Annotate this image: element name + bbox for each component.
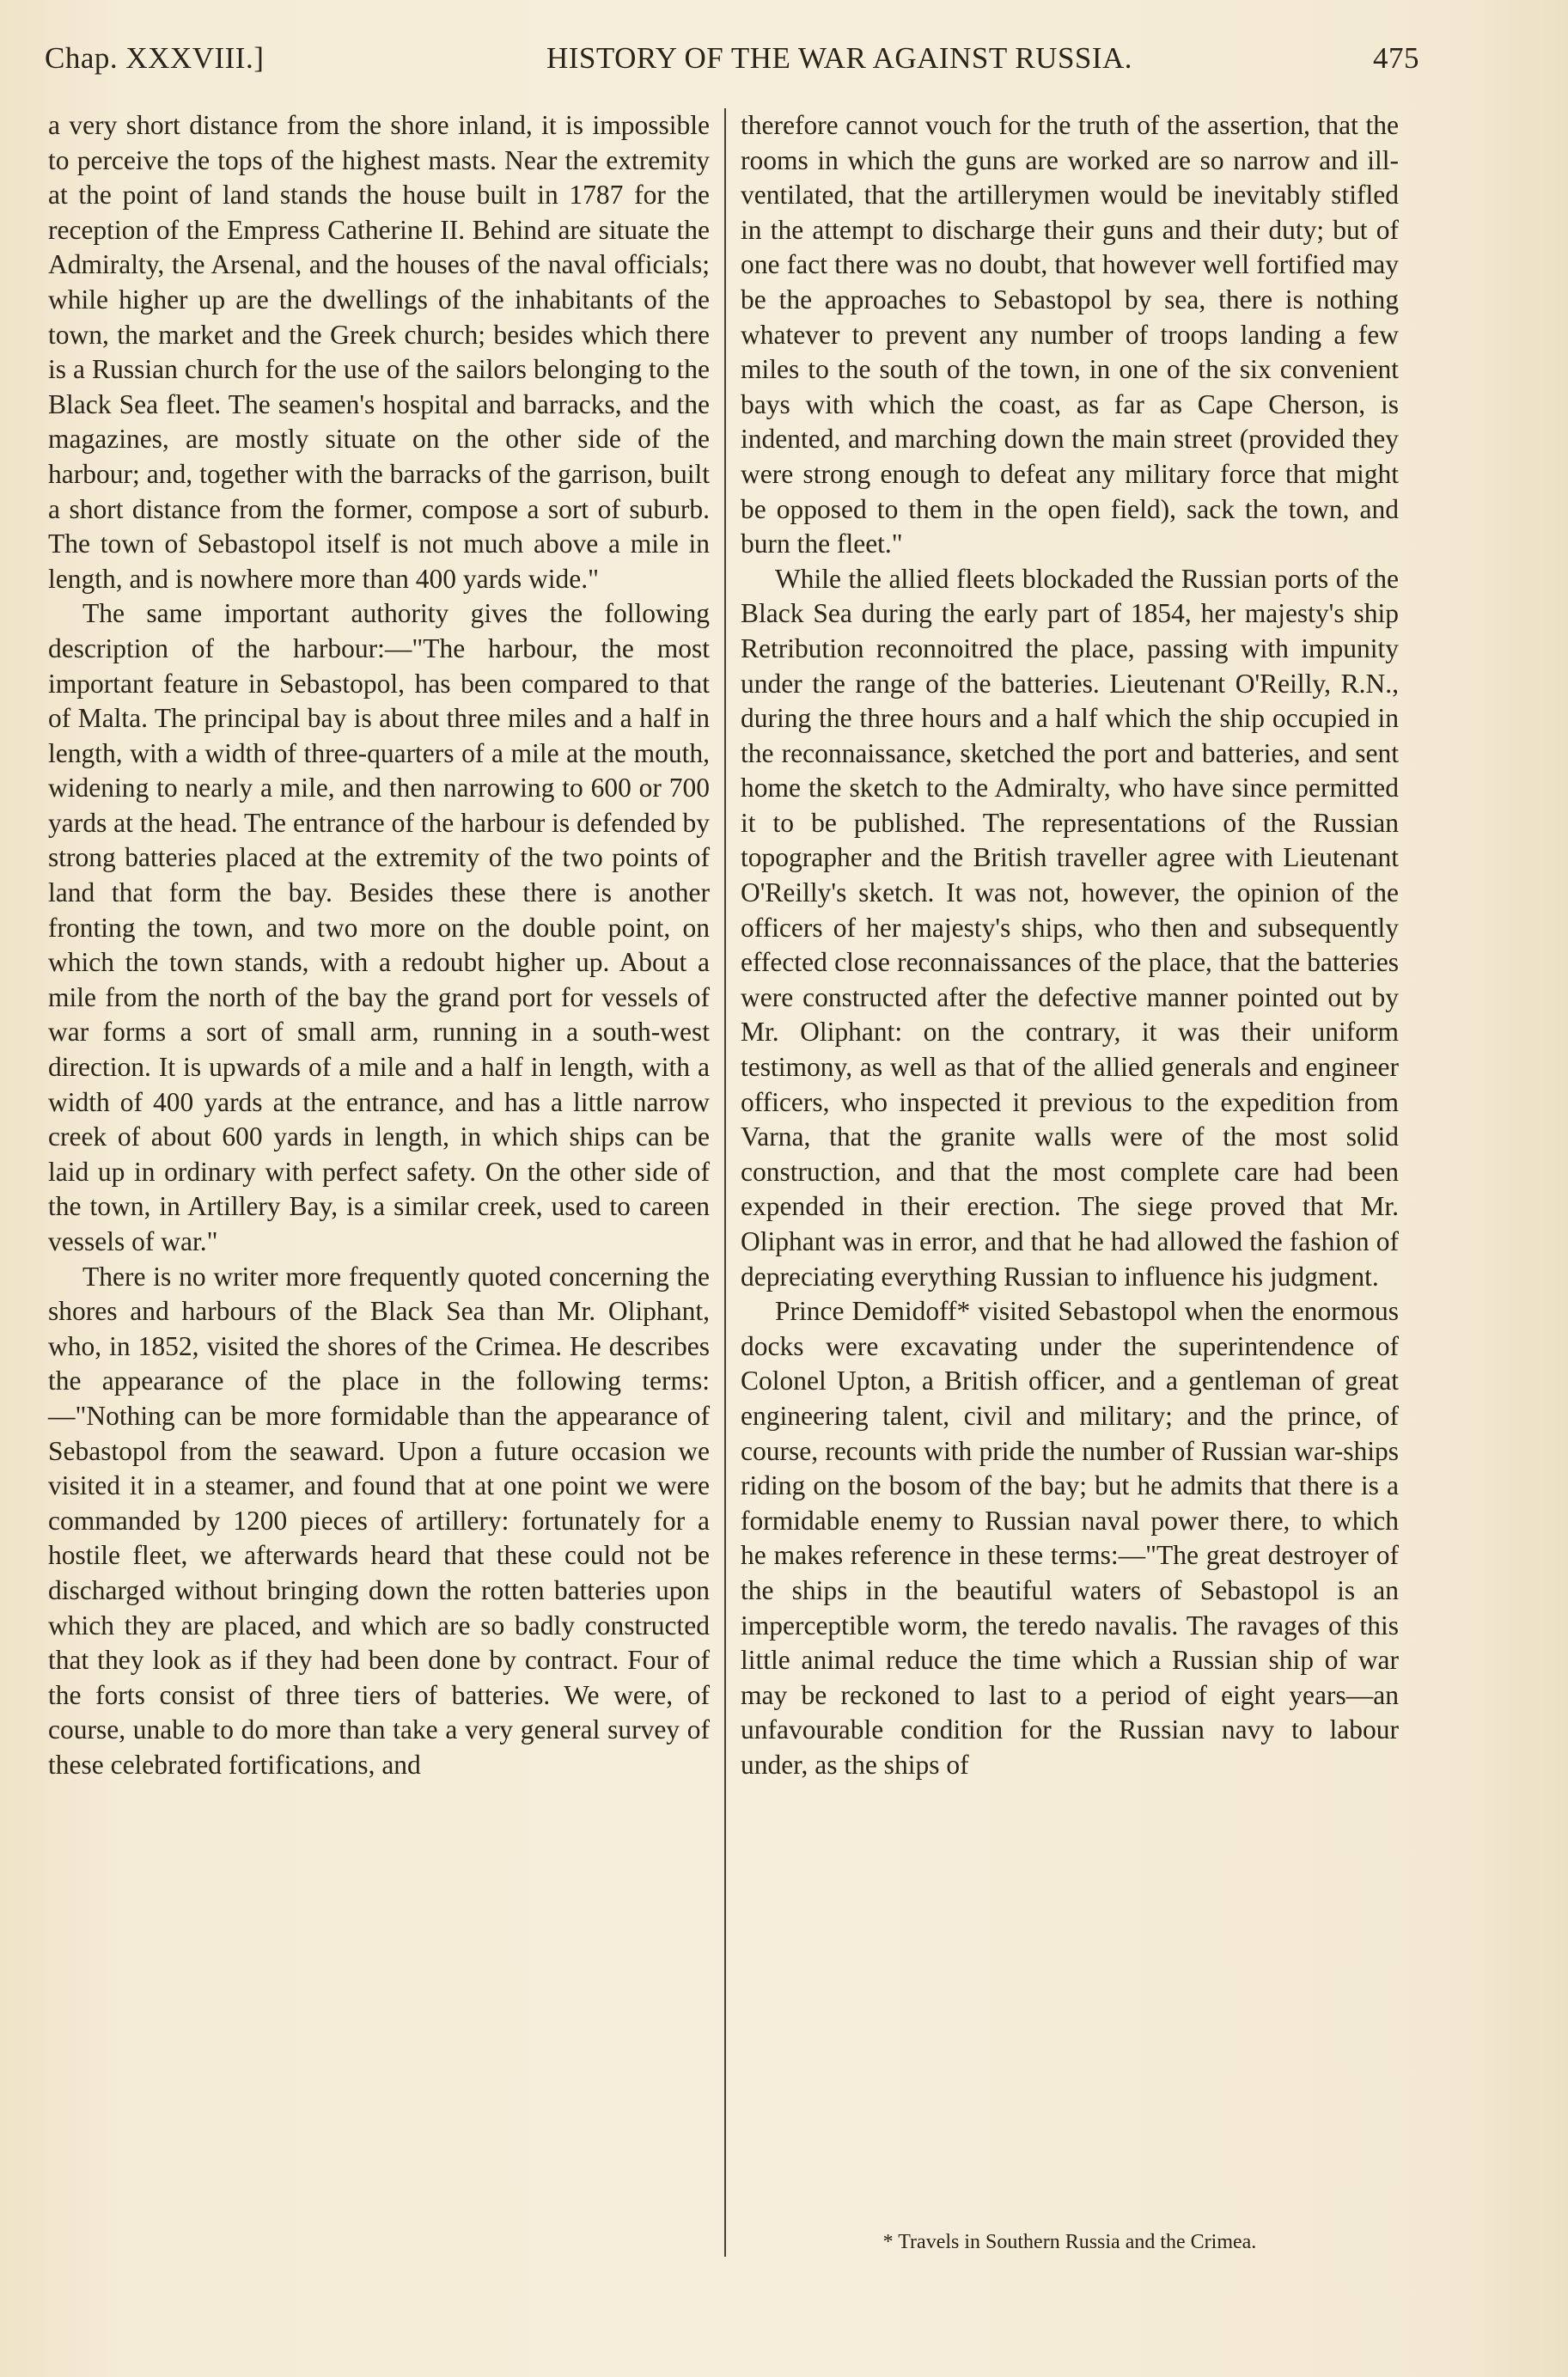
paragraph: Prince Demidoff* visited Sebastopol when the enormous docks were excavating under the superintendence of Colonel Upton, a British officer, and a gentleman of great engineering talent, civil and military; and the prince, of course, recounts with pride the number of Russian war-ships riding on the bosom of the bay; but he admits that there is a formidable enemy to Russian naval power there, to which he makes reference in these terms:—"The great destroyer of the ships in the beautiful waters of Sebastopol is an imperceptible worm, the teredo navalis. The ravages of this little animal reduce the time which a Russian ship of war may be reckoned to last to a period of eight years—an unfavourable condition for the Russian navy to labour under, as the ships of <box>741 1296 1399 1780</box>
page-number: 475 <box>1373 41 1419 75</box>
column-divider <box>724 108 726 2257</box>
paragraph: There is no writer more frequently quoted concerning the shores and harbours of the Black Sea than Mr. Oliphant, who, in 1852, visited the shores of the Crimea. He describes the appearance of the place in the following terms:—"Nothing can be more formidable than the appearance of Sebastopol from the seaward. Upon a future occasion we visited it in a steamer, and found that at one point we were commanded by 1200 pieces of artillery: fortunately for a hostile fleet, we afterwards heard that these could not be discharged without bringing down the rotten batteries upon which they are placed, and which are so badly constructed that they look as if they had been done by contract. Four of the forts consist of three tiers of batteries. We were, of course, unable to do more than take a very general survey of these celebrated fortifications, and <box>48 1261 710 1780</box>
running-title: HISTORY OF THE WAR AGAINST RUSSIA. <box>546 41 1133 75</box>
paragraph: therefore cannot vouch for the truth of the assertion, that the rooms in which the guns are worked are so narrow and ill-ventilated, that the artillerymen would be inevitably stifled in the attempt to discharge their guns and their duty; but of one fact there was no doubt, that however well fortified may be the approaches to Sebastopol by sea, there is nothing whatever to prevent any number of troops landing a few miles to the south of the town, in one of the six convenient bays with which the coast, as far as Cape Cherson, is indented, and marching down the main street (provided they were strong enough to defeat any military force that might be opposed to them in the open field), sack the town, and burn the fleet." <box>741 110 1399 559</box>
paragraph: The same important authority gives the following description of the harbour:—"The harbour, the most important feature in Sebastopol, has been compared to that of Malta. The principal bay is about three miles and a half in length, with a width of three-quarters of a mile at the mouth, widening to nearly a mile, and then narrowing to 600 or 700 yards at the head. The entrance of the harbour is defended by strong batteries placed at the extremity of the two points of land that form the bay. Besides these there is another fronting the town, and two more on the double point, on which the town stands, with a redoubt higher up. About a mile from the north of the bay the grand port for vessels of war forms a sort of small arm, running in a south-west direction. It is upwards of a mile and a half in length, with a width of 400 yards at the entrance, and has a little narrow creek of about 600 yards in length, in which ships can be laid up in ordinary with perfect safety. On the other side of the town, in Artillery Bay, is a similar creek, used to careen vessels of war." <box>48 598 710 1256</box>
right-column <box>741 108 1399 1783</box>
footnote: * Travels in Southern Russia and the Crimea. <box>882 2231 1257 2253</box>
paragraph: a very short distance from the shore inland, it is impossible to perceive the tops of the highest masts. Near the extremity at the point of land stands the house built in 1787 for the reception of the Empress Catherine II. Behind are situate the Admiralty, the Arsenal, and the houses of the naval officials; while higher up are the dwellings of the inhabitants of the town, the market and the Greek church; besides which there is a Russian church for the use of the sailors belonging to the Black Sea fleet. The seamen's hospital and barracks, and the magazines, are mostly situate on the other side of the harbour; and, together with the barracks of the garrison, built a short distance from the former, compose a sort of suburb. The town of Sebastopol itself is not much above a mile in length, and is nowhere more than 400 yards wide." <box>48 110 710 594</box>
paragraph: While the allied fleets blockaded the Russian ports of the Black Sea during the early part of 1854, her majesty's ship Retribution reconnoitred the place, passing with impunity under the range of the batteries. Lieutenant O'Reilly, R.N., during the three hours and a half which the ship occupied in the reconnaissance, sketched the port and batteries, and sent home the sketch to the Admiralty, who have since permitted it to be published. The representations of the Russian topographer and the British traveller agree with Lieutenant O'Reilly's sketch. It was not, however, the opinion of the officers of her majesty's ships, who then and subsequently effected close reconnaissances of the place, that the batteries were constructed after the defective manner pointed out by Mr. Oliphant: on the contrary, it was their uniform testimony, as well as that of the allied generals and engineer officers, who inspected it previous to the expedition from Varna, that the granite walls were of the most solid construction, and that the most complete care had been expended in their erection. The siege proved that Mr. Oliphant was in error, and that he had allowed the fashion of depreciating everything Russian to influence his judgment. <box>741 563 1399 1292</box>
running-header <box>45 41 1419 93</box>
left-column <box>48 108 710 1783</box>
chapter-label: Chap. XXXVIII.] <box>45 41 265 75</box>
